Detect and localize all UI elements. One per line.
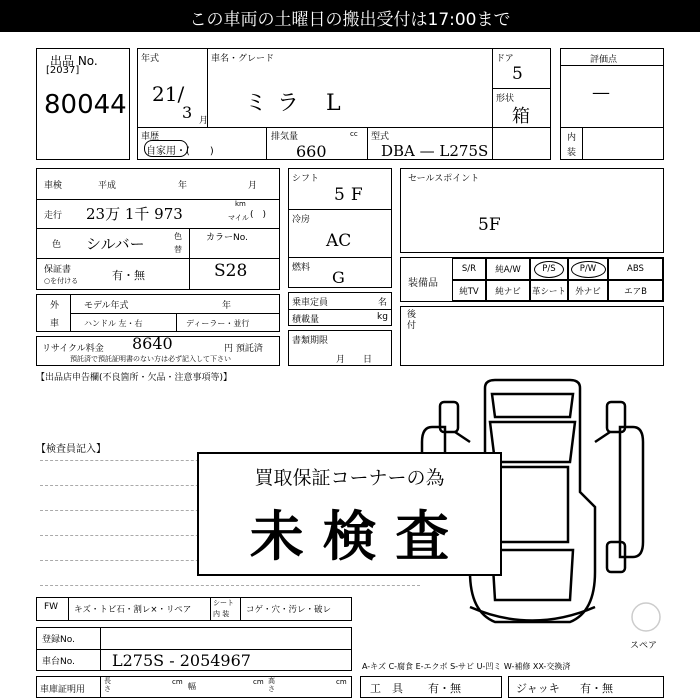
recycle-unit: 円 預託済 <box>224 344 263 354</box>
equip-airbag: エアB <box>608 280 663 301</box>
equip-ext-navi: 外ナビ <box>568 280 608 301</box>
shift-label: シフト <box>292 174 320 184</box>
sales-point-label: セールスポイント <box>408 174 480 184</box>
garage-width: 幅 <box>188 682 196 691</box>
lot-label: 出品 No. <box>50 54 98 68</box>
history-circle <box>144 140 188 157</box>
tools-options: 有・無 <box>428 682 461 695</box>
fw-label: FW <box>44 602 59 612</box>
disp-label: 排気量 <box>271 132 299 142</box>
garage-height: 高さ <box>268 677 275 693</box>
name-label: 車名・グレード <box>211 54 275 64</box>
equip-tv: 純TV <box>452 280 486 301</box>
equip-alloy: 純A/W <box>486 258 530 280</box>
score-label: 評価点 <box>590 55 618 65</box>
garage-cm-3: cm <box>336 678 347 686</box>
color-change-1: 色 <box>174 232 182 241</box>
chassis-label: 車台No. <box>42 657 75 667</box>
equip-ps: P/S <box>530 258 568 280</box>
recycle-label: リサイクル料金 <box>42 344 104 354</box>
history-value: 自家用・( ) <box>146 146 214 157</box>
chassis-value: L275S - 2054967 <box>112 651 251 670</box>
spare-label: スペア <box>630 641 658 651</box>
ext-label-1: 外 <box>50 301 60 311</box>
ac-label: 冷房 <box>292 215 311 225</box>
doc-deadline-unit: 月 日 <box>336 355 373 365</box>
disp-unit: cc <box>350 130 358 138</box>
score-value: — <box>592 82 610 103</box>
recycle-value: 8640 <box>132 334 173 353</box>
seat-label-1: シート <box>213 599 234 607</box>
equip-sr: S/R <box>452 258 486 280</box>
inspection-label: 車検 <box>44 181 63 191</box>
lot-number: 80044 <box>44 90 127 120</box>
ac-value: AC <box>326 231 352 251</box>
mileage-km: km <box>235 200 246 208</box>
damage-legend: A-キズ C-腐食 E-エクボ S-サビ U-凹ミ W-補修 XX-交換済 <box>362 662 571 671</box>
fw-text: キズ・トビ石・割レ×・リペア <box>74 605 192 615</box>
ext-year-unit: 年 <box>222 301 232 311</box>
seat-label-2: 内 装 <box>213 610 230 618</box>
shape-label: 形状 <box>496 94 515 104</box>
fuel-value: G <box>332 268 345 287</box>
model-value: DBA — L275S <box>381 142 489 160</box>
model-label: 型式 <box>371 132 390 142</box>
doc-deadline-label: 書類期限 <box>292 336 329 346</box>
color-value: シルバー <box>86 235 145 253</box>
ext-dealer: ディーラー・並行 <box>186 319 250 328</box>
year-label: 年式 <box>141 54 160 64</box>
retrofit-label: 後付 <box>407 310 417 331</box>
shift-value: 5F <box>334 185 369 205</box>
load-label: 積載量 <box>292 315 320 325</box>
tools-label: 工 具 <box>370 682 403 695</box>
warranty-label: 保証書 <box>44 265 72 275</box>
interior-label-2: 装 <box>567 148 577 158</box>
reg-label: 登録No. <box>42 635 75 645</box>
ext-model-year: モデル年式 <box>84 301 129 311</box>
equip-abs: ABS <box>608 258 663 280</box>
color-change-2: 替 <box>174 245 182 254</box>
capacity-label: 乗車定員 <box>292 298 329 308</box>
equip-pw: P/W <box>568 258 608 280</box>
recycle-note: 預託済で預託証明書のない方は必ず記入して下さい <box>70 355 231 363</box>
garage-cm-1: cm <box>172 678 183 686</box>
history-label: 車歴 <box>141 132 160 142</box>
month-unit: 月 <box>199 116 209 126</box>
color-code-value: S28 <box>214 261 248 281</box>
equip-leather: 革シート <box>530 280 568 301</box>
lot-sub: [2037] <box>46 65 80 76</box>
seat-text: コゲ・穴・汚レ・破レ <box>246 605 332 615</box>
ext-label-2: 車 <box>50 319 60 329</box>
year-value: 21/ <box>152 82 185 106</box>
color-code-label: カラーNo. <box>206 233 248 243</box>
color-label: 色 <box>52 240 62 250</box>
ps-circle <box>534 261 564 278</box>
month-value: 3 <box>182 103 193 122</box>
fuel-label: 燃料 <box>292 263 311 273</box>
ext-handle: ハンドル 左・右 <box>84 319 143 328</box>
inspector-label: 【検査員記入】 <box>36 444 106 455</box>
warranty-sub: ○を付ける <box>44 277 79 285</box>
garage-label: 車庫証明用 <box>40 685 86 695</box>
jack-label: ジャッキ <box>516 682 560 695</box>
shape-value: 箱 <box>512 106 530 127</box>
load-unit: kg <box>377 312 388 322</box>
warranty-options: 有・無 <box>112 269 145 282</box>
pw-circle <box>571 261 606 278</box>
disp-value: 660 <box>296 142 327 161</box>
mileage-label: 走行 <box>44 211 63 221</box>
capacity-unit: 名 <box>378 298 388 308</box>
mileage-value: 23万 1千 973 <box>86 205 183 223</box>
equipment-label: 装備品 <box>408 278 438 289</box>
sales-point-value: 5F <box>478 215 501 235</box>
name-value: ミラ L <box>245 91 351 116</box>
mileage-paren: ( ) <box>250 210 267 220</box>
stamp-line2: 未 検 査 <box>249 504 450 568</box>
inspection-year: 年 <box>178 181 188 191</box>
garage-cm-2: cm <box>253 678 264 686</box>
garage-length: 長さ <box>104 677 111 693</box>
inspection-era: 平成 <box>98 181 117 191</box>
equip-navi: 純ナビ <box>486 280 530 301</box>
interior-label-1: 内 <box>567 133 577 143</box>
door-label: ドア <box>496 54 514 64</box>
stamp-line1: 買取保証コーナーの為 <box>254 467 445 489</box>
banner-text: この車両の土曜日の搬出受付は17:00まで <box>189 10 511 30</box>
mileage-mile: マイル <box>228 214 249 222</box>
notes-label: 【出品店申告欄(不良箇所・欠品・注意事項等)】 <box>36 373 233 383</box>
door-value: 5 <box>512 64 523 84</box>
jack-options: 有・無 <box>580 682 613 695</box>
inspection-month: 月 <box>248 181 258 191</box>
retrofit-box <box>400 306 664 366</box>
